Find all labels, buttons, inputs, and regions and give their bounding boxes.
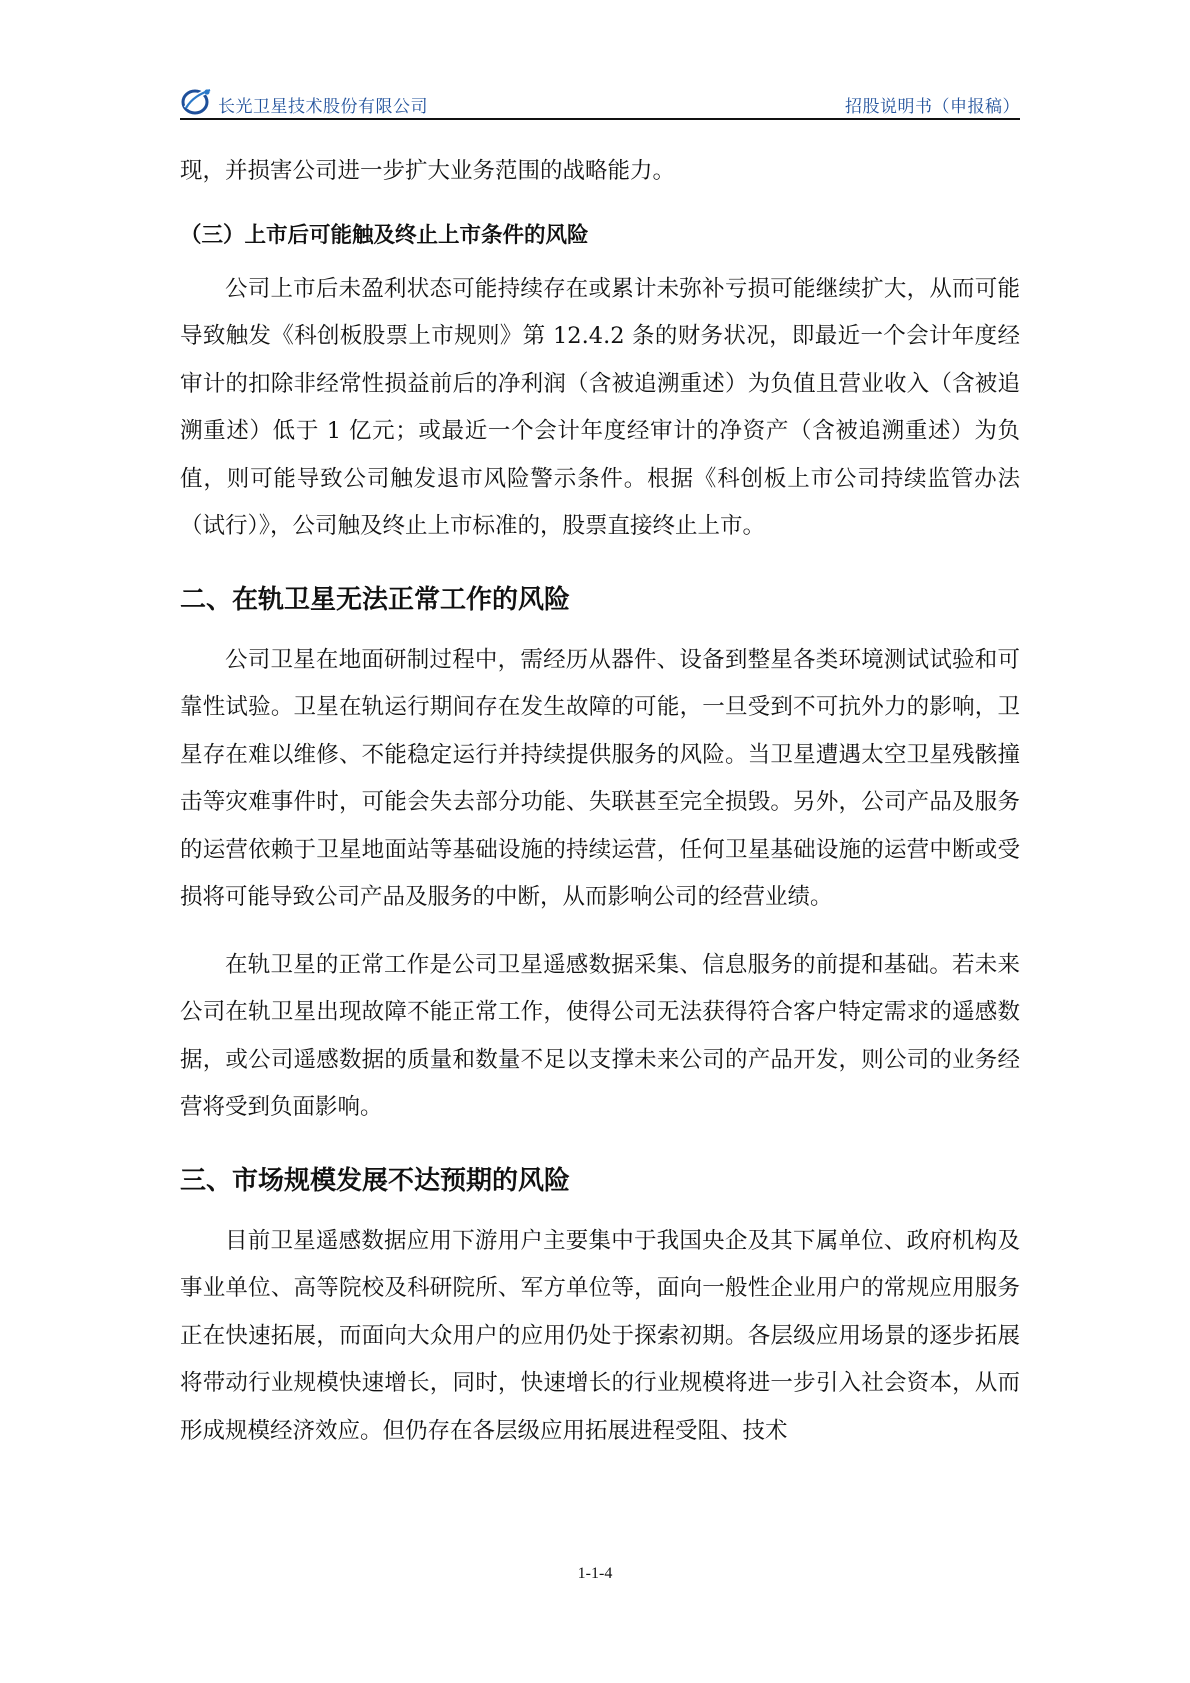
document-title: 招股说明书（申报稿） <box>845 97 1020 117</box>
subsection-3-paragraph: 公司上市后未盈利状态可能持续存在或累计未弥补亏损可能继续扩大，从而可能导致触发《科创板股票上市规则》第 12.4.2 条的财务状况，即最近一个会计年度经审计的扣除非经常性损益前后的净利润（含被追溯重述）为负值且营业收入（含被追溯重述）低于 1 亿元；或最近一个会计年度经审计的净资产（含被追溯重述）为负值，则可能导致公司触发退市风险警示条件。根据《科创板上市公司持续监管办法（试行）》，公司触及终止上市标准的，股票直接终止上市。 <box>180 275 1020 539</box>
section-2-paragraph-1: 公司卫星在地面研制过程中，需经历从器件、设备到整星各类环境测试试验和可靠性试验。卫星在轨运行期间存在发生故障的可能，一旦受到不可抗外力的影响，卫星存在难以维修、不能稳定运行并持续提供服务的风险。当卫星遭遇太空卫星残骸撞击等灾难事件时，可能会失去部分功能、失联甚至完全损毁。另外，公司产品及服务的运营依赖于卫星地面站等基础设施的持续运营，任何卫星基础设施的运营中断或受损将可能导致公司产品及服务的中断，从而影响公司的经营业绩。 <box>180 646 1020 910</box>
page-number: 1-1-4 <box>577 1565 613 1582</box>
section-2-heading: 二、在轨卫星无法正常工作的风险 <box>180 584 571 615</box>
section-2-paragraph-2: 在轨卫星的正常工作是公司卫星遥感数据采集、信息服务的前提和基础。若未来公司在轨卫星出现故障不能正常工作，使得公司无法获得符合客户特定需求的遥感数据，或公司遥感数据的质量和数量不足以支撑未来公司的产品开发，则公司的业务经营将受到负面影响。 <box>180 951 1020 1120</box>
page-content <box>180 148 1020 1455</box>
subsection-3-heading: （三）上市后可能触及终止上市条件的风险 <box>180 222 589 248</box>
page-header <box>180 84 1020 120</box>
section-3-heading: 三、市场规模发展不达预期的风险 <box>180 1165 571 1196</box>
company-name: 长光卫星技术股份有限公司 <box>218 97 428 117</box>
header-divider <box>180 118 1020 120</box>
company-logo-icon <box>180 86 212 116</box>
section-3-paragraph: 目前卫星遥感数据应用下游用户主要集中于我国央企及其下属单位、政府机构及事业单位、高等院校及科研院所、军方单位等，面向一般性企业用户的常规应用服务正在快速拓展，而面向大众用户的应用仍处于探索初期。各层级应用场景的逐步拓展将带动行业规模快速增长，同时，快速增长的行业规模将进一步引入社会资本，从而形成规模经济效应。但仍存在各层级应用拓展进程受阻、技术 <box>180 1227 1020 1444</box>
continuation-paragraph: 现，并损害公司进一步扩大业务范围的战略能力。 <box>180 158 676 184</box>
